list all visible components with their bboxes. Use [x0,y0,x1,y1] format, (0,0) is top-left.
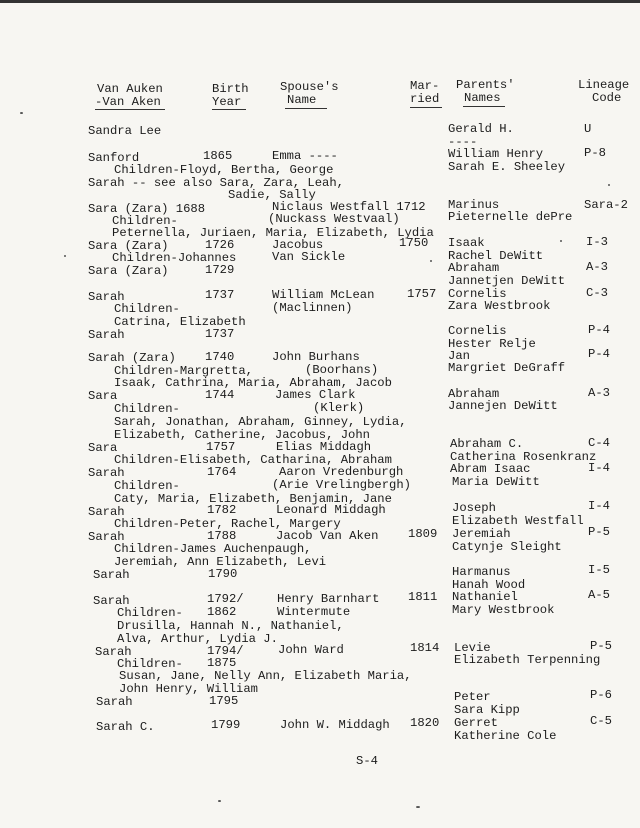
header-underline-names [463,106,505,107]
entry-text: A-3 [586,260,608,274]
entry-text: John W. Middagh [280,718,390,732]
entry-text: Niclaus Westfall 1712 [272,200,426,214]
entry-text: P-5 [590,639,612,653]
entry-text: Sarah [88,290,125,304]
entry-text: (Boorhans) [305,363,379,377]
entry-text: Jacobus [272,238,324,252]
entry-text: Sara-2 [584,198,628,212]
entry-text: 1764 [207,465,237,479]
header-lineage: Lineage [578,78,630,92]
entry-text: Catherina Rosenkranz [450,450,597,464]
scan-speck [20,112,23,114]
entry-text: Drusilla, Hannah N., Nathaniel, [117,619,344,633]
entry-text: Sarah [95,645,132,659]
entry-text: Children- [114,479,180,493]
entry-text: William McLean [272,288,375,302]
entry-text: Elias Middagh [276,440,372,454]
entry-text: Sara (Zara) [88,239,169,253]
entry-text: P-4 [588,347,610,361]
entry-text: Gerald H. [448,122,514,136]
header-van-aken: -Van Aken [95,95,161,109]
entry-text: (Klerk) [313,401,365,415]
entry-text: Sara (Zara) 1688 [88,202,206,216]
entry-text: A-3 [588,386,610,400]
entry-text: Hester Relje [448,337,536,351]
entry-text: I-4 [588,499,610,513]
entry-text: 1862 [207,605,237,619]
entry-text: Sarah [88,530,125,544]
entry-text: A-5 [588,588,610,602]
entry-text: Caty, Maria, Elizabeth, Benjamin, Jane [114,492,392,506]
header-name: Name [287,93,317,107]
header-underline-name [285,108,327,109]
entry-text: I-5 [588,563,610,577]
entry-text: Leonard Middagh [276,503,386,517]
header-names: Names [464,91,501,105]
entry-text: Children-Peter, Rachel, Margery [114,517,341,531]
entry-text: 1740 [205,350,235,364]
entry-text: Sadie, Sally [228,188,316,202]
entry-text: 1782 [207,503,237,517]
entry-text: Zara Westbrook [448,299,551,313]
entry-text: Emma ---- [272,149,338,163]
entry-text: Gerret [454,716,498,730]
entry-text: Sara [88,441,118,455]
entry-text: Abraham [448,387,500,401]
scan-speck [608,184,610,186]
entry-text: Elizabeth Terpenning [454,653,601,667]
entry-text: John Ward [278,643,344,657]
entry-text: Children-Johannes [112,251,237,265]
entry-text: Jan [448,349,470,363]
entry-text: Catrina, Elizabeth [114,315,246,329]
entry-text: Joseph [452,501,496,515]
entry-text: Nathaniel [452,590,518,604]
entry-text: Cornelis [448,287,507,301]
entry-text: Sarah, Jonathan, Abraham, Ginney, Lydia, [114,415,407,429]
entry-text: ---- [448,135,478,149]
entry-text: 1792/ [207,592,244,606]
page-number: S-4 [356,754,378,768]
entry-text: Children-Margretta, [114,364,253,378]
entry-text: P-8 [584,146,606,160]
entry-text: 1795 [209,694,239,708]
entry-text: Levie [454,641,491,655]
header-birth: Birth [212,82,249,96]
header-ried: ried [410,92,440,106]
entry-text: 1814 [410,641,440,655]
entry-text: 1811 [408,590,438,604]
header-spouses: Spouse's [280,80,339,94]
entry-text: Harmanus [452,565,511,579]
scan-speck [416,806,420,808]
entry-text: Maria DeWitt [452,475,540,489]
entry-text: Sarah [88,505,125,519]
entry-text: 1799 [211,718,241,732]
entry-text: C-3 [586,286,608,300]
header-van-auken: Van Auken [97,82,163,96]
entry-text: Cornelis [448,324,507,338]
entry-text: P-6 [590,688,612,702]
entry-text: 1744 [205,388,235,402]
entry-text: Children-Elisabeth, Catharina, Abraham [114,453,392,467]
scan-speck [64,255,66,257]
entry-text: Wintermute [277,605,351,619]
entry-text: 1790 [208,567,238,581]
entry-text: C-4 [588,436,610,450]
entry-text: Peter [454,690,491,704]
entry-text: Sarah -- see also Sara, Zara, Leah, [88,176,344,190]
entry-text: (Maclinnen) [272,301,353,315]
entry-text: 1757 [407,287,437,301]
entry-text: 1737 [205,288,235,302]
entry-text: Elizabeth, Catherine, Jacobus, John [114,428,370,442]
entry-text: I-4 [588,461,610,475]
header-underline-ried [410,107,442,108]
entry-text: 1757 [206,440,236,454]
entry-text: P-4 [588,323,610,337]
entry-text: John Henry, William [119,682,258,696]
entry-text: 1729 [205,263,235,277]
entry-text: William Henry [448,147,544,161]
scan-speck [218,800,221,802]
entry-text: Isaak [448,236,485,250]
entry-text: Sarah [93,594,130,608]
entry-text: (Arie Vrelingbergh) [272,478,411,492]
entry-text: U [584,122,592,136]
entry-text: Sara [88,389,118,403]
entry-text: Sarah [88,466,125,480]
entry-text: Jacob Van Aken [276,529,379,543]
entry-text: Jeremiah [452,527,511,541]
entry-text: Henry Barnhart [277,592,380,606]
entry-text: John Burhans [272,350,360,364]
entry-text: Children-James Auchenpaugh, [114,542,312,556]
entry-text: James Clark [275,388,356,402]
entry-text: 1750 [399,236,429,250]
entry-text: 1865 [203,149,233,163]
entry-text: 1875 [207,656,237,670]
entry-text: Sarah C. [96,720,155,734]
entry-text: 1726 [205,238,235,252]
entry-text: (Nuckass Westvaal) [268,212,400,226]
entry-text: Children- [117,657,183,671]
entry-text: Hanah Wood [452,578,526,592]
entry-text: Marinus [448,198,500,212]
entry-text: Sarah [93,568,130,582]
entry-text: 1788 [207,529,237,543]
entry-text: C-5 [590,714,612,728]
entry-text: Aaron Vredenburgh [279,465,404,479]
entry-text: P-5 [588,525,610,539]
scan-speck [560,240,562,242]
header-underline-year [212,109,246,110]
entry-text: Sara Kipp [454,703,520,717]
entry-text: Sarah E. Sheeley [448,160,566,174]
entry-text: Rachel DeWitt [448,249,544,263]
entry-text: Margriet DeGraff [448,361,566,375]
header-underline-van-auken [95,109,165,110]
entry-text: Van Sickle [272,250,346,264]
entry-text: Mary Westbrook [452,603,555,617]
entry-text: Sarah [96,695,133,709]
entry-text: 1794/ [207,644,244,658]
entry-text: Children- [114,402,180,416]
entry-text: Sarah [88,328,125,342]
entry-text: Children- [112,214,178,228]
entry-text: Jannejen DeWitt [448,399,558,413]
entry-text: Katherine Cole [454,729,557,743]
entry-text: Abram Isaac [450,462,531,476]
entry-text: Children-Floyd, Bertha, George [114,163,334,177]
entry-text: 1809 [408,527,438,541]
entry-text: Children- [117,606,183,620]
entry-text: Alva, Arthur, Lydia J. [117,632,278,646]
entry-text: Abraham [448,261,500,275]
scan-speck [430,260,432,262]
entry-text: Sandra Lee [88,124,162,138]
entry-text: Peternella, Juriaen, Maria, Elizabeth, Lydia [112,226,434,240]
top-border-line [0,0,640,3]
entry-text: Isaak, Cathrina, Maria, Abraham, Jacob [114,376,392,390]
header-code: Code [592,91,622,105]
entry-text: Abraham C. [450,437,524,451]
entry-text: Jannetjen DeWitt [448,274,566,288]
entry-text: 1820 [410,716,440,730]
entry-text: 1737 [205,327,235,341]
entry-text: Elizabeth Westfall [452,514,584,528]
entry-text: Sarah (Zara) [88,351,176,365]
entry-text: Jeremiah, Ann Elizabeth, Levi [114,555,327,569]
entry-text: Susan, Jane, Nelly Ann, Elizabeth Maria, [119,669,412,683]
entry-text: Catynje Sleight [452,540,562,554]
entry-text: Pieternelle dePre [448,210,573,224]
entry-text: Sara (Zara) [88,264,169,278]
header-mar: Mar- [410,79,440,93]
header-year: Year [212,95,242,109]
entry-text: Children- [114,302,180,316]
entry-text: I-3 [586,235,608,249]
header-parents: Parents' [456,78,515,92]
entry-text: Sanford [88,151,140,165]
